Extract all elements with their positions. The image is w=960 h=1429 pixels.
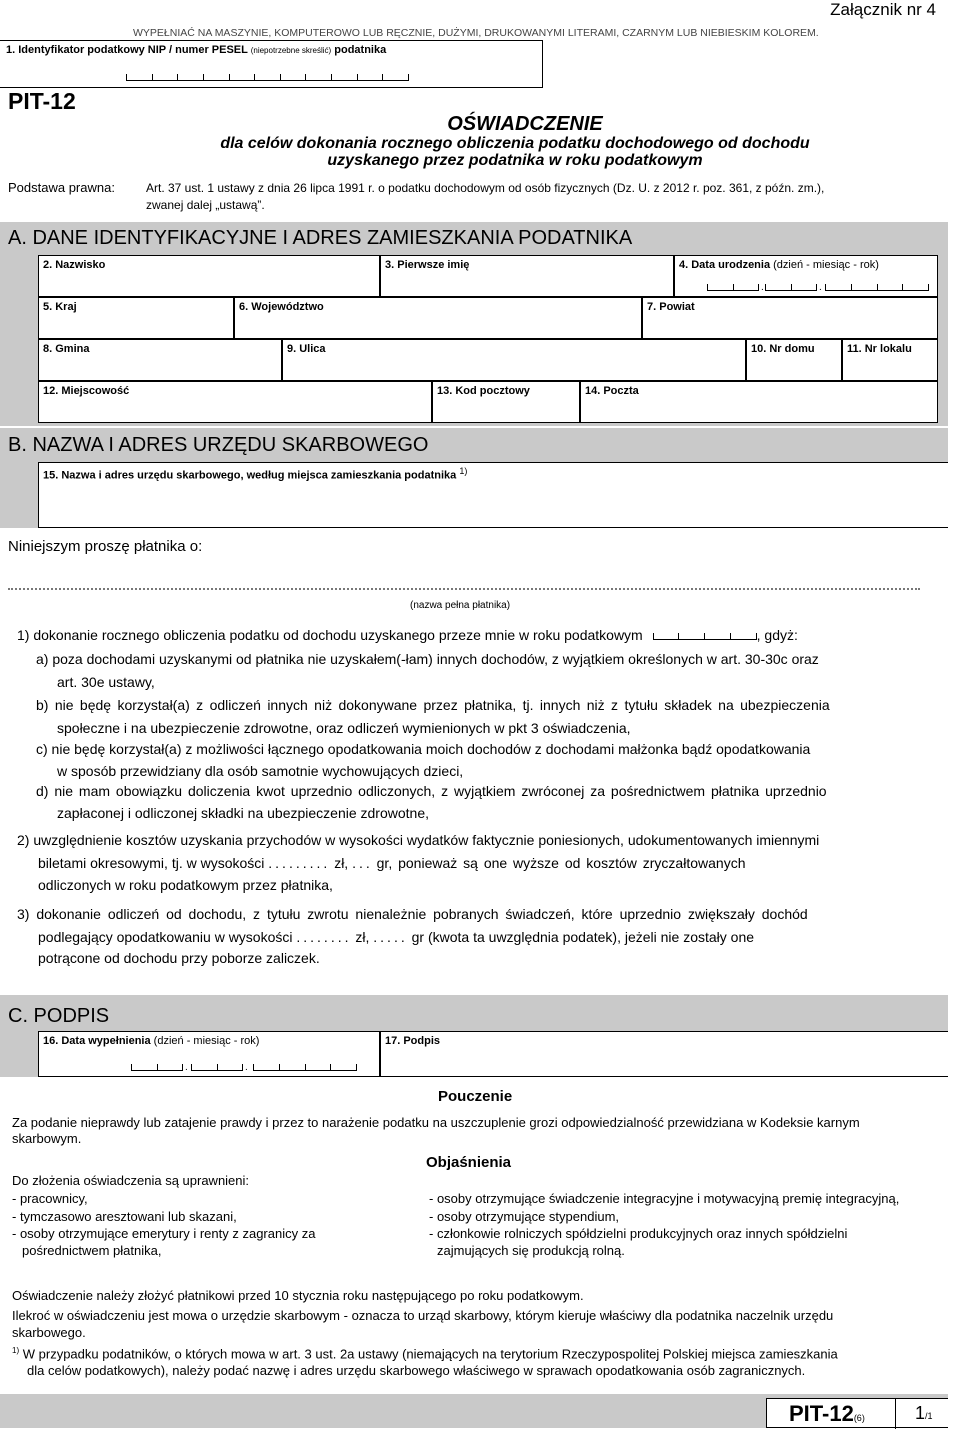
fill-instruction: WYPEŁNIAĆ NA MASZYNIE, KOMPUTEROWO LUB RĘCZNIE, DUŻYMI, DRUKOWANYMI LITERAMI, CZARNYM LUB NIEBIESKIM KOLOREM. [133, 27, 819, 39]
deduction-gr-dots[interactable]: ..... [373, 929, 408, 945]
cost-zl-dots[interactable]: ......... [268, 855, 331, 871]
point-3-line-2: podlegający opodatkowaniu w wysokości ........ zł, ..... gr (kwota ta uwzględnia podatek), jeżeli nie zostały one [38, 929, 755, 945]
explain-left-2: - tymczasowo aresztowani lub skazani, [12, 1209, 237, 1224]
footer-page: 1 [915, 1403, 926, 1423]
doc-subtitle-1: dla celów dokonania rocznego obliczenia podatku dochodowego od dochodu [220, 135, 810, 152]
field-10-house-no[interactable]: 10. Nr domu [746, 339, 842, 381]
attachment-label: Załącznik nr 4 [830, 0, 936, 19]
explain-note-1: Oświadczenie należy złożyć płatnikowi przed 10 stycznia roku następującego po roku podatkowym. [12, 1288, 584, 1303]
point-3-line-1: 3) dokonanie odliczeń od dochodu, z tytułu zwrotu nienależnie pobranych świadczeń, które uprzednio zwiększały dochód [17, 906, 808, 922]
request-intro: Niniejszym proszę płatnika o: [8, 538, 203, 555]
explain-left-3b: pośrednictwem płatnika, [22, 1243, 162, 1258]
field-12-city[interactable]: 12. Miejscowość [38, 381, 432, 423]
footer-code: PIT-12 [789, 1401, 854, 1426]
field-17-signature[interactable]: 17. Podpis [380, 1031, 948, 1077]
footer-version: (6) [853, 1413, 865, 1423]
notice-title: Pouczenie [438, 1088, 513, 1105]
footer-pages: /1 [925, 1411, 933, 1421]
payer-name-caption: (nazwa pełna płatnika) [410, 600, 511, 611]
explain-left-1: - pracownicy, [12, 1191, 88, 1206]
point-2-line-2: biletami okresowymi, tj. w wysokości ......... zł, ... gr, ponieważ są one wyższe od kosztów zryczałtowanych [38, 855, 746, 871]
notice-text-1: Za podanie nieprawdy lub zatajenie prawdy i przez to narażenie podatku na uszczuplenie grozi odpowiedzialność przewidziana w Kodeksie karnym [12, 1115, 860, 1130]
notice-text-2: skarbowym. [12, 1131, 82, 1146]
explain-right-3b: zajmujących się produkcją rolną. [437, 1243, 625, 1258]
explain-note-2a: Ilekroć w oświadczeniu jest mowa o urzędzie skarbowym - oznacza to urząd skarbowy, którym kieruje właściwy dla podatnika naczelnik urzędu [12, 1308, 834, 1323]
field-8-commune[interactable]: 8. Gmina [38, 339, 282, 381]
field-6-voivodeship[interactable]: 6. Województwo [234, 297, 642, 339]
legal-basis-text-2: zwanej dalej „ustawą”. [146, 198, 265, 212]
field-5-country[interactable]: 5. Kraj [38, 297, 234, 339]
doc-subtitle-2: uzyskanego przez podatnika w roku podatkowym [327, 152, 703, 169]
point-1: 1) dokonanie rocznego obliczenia podatku od dochodu uzyskanego przeze mnie w roku podatkowym , gdyż: [17, 627, 798, 643]
point-1c-line-2: w sposób przewidziany dla osób samotnie wychowujących dzieci, [57, 763, 464, 779]
footer-code-box [766, 1398, 948, 1428]
point-2-line-1: 2) uwzględnienie kosztów uzyskania przychodów w wysokości wydatków faktycznie poniesionych, udokumentowanych imiennymi [17, 832, 820, 848]
point-1d-line-1: d) nie mam obowiązku doliczenia kwot uprzednio odliczonych, z wyjątkiem zwróconej za pośrednictwem płatnika uprzednio [36, 783, 827, 799]
legal-basis-text-1: Art. 37 ust. 1 ustawy z dnia 26 lipca 1991 r. o podatku dochodowym od osób fizycznych (Dz. U. z 2012 r. poz. 361, z późn. zm.), [146, 181, 825, 195]
section-b-title: B. NAZWA I ADRES URZĘDU SKARBOWEGO [8, 434, 429, 456]
legal-basis-label: Podstawa prawna: [8, 180, 115, 195]
explain-right-1: - osoby otrzymujące świadczenie integracyjne i motywacyjną premię integracyjną, [429, 1191, 900, 1206]
field-9-street[interactable]: 9. Ulica [282, 339, 746, 381]
cost-gr-dots[interactable]: ... [352, 855, 373, 871]
field-15-tax-office[interactable]: 15. Nazwa i adres urzędu skarbowego, według miejsca zamieszkania podatnika $^{1)}$ [38, 462, 948, 528]
point-2-line-3: odliczonych w roku podatkowym przez płatnika, [38, 877, 333, 893]
form-code: PIT-12 [8, 88, 76, 114]
field-4-birth-date[interactable]: 4. Data urodzenia (dzień - miesiąc - rok) . . [674, 255, 938, 297]
field-1-identifier[interactable]: 1. Identyfikator podatkowy NIP / numer PESEL (niepotrzebne skreślić) podatnika [0, 40, 543, 88]
explain-right-3a: - członkowie rolniczych spółdzielni produkcyjnych oraz innych spółdzielni [429, 1226, 848, 1241]
section-c-title: C. PODPIS [8, 1005, 110, 1027]
point-1a-line-2: art. 30e ustawy, [57, 674, 155, 690]
field-14-post-office[interactable]: 14. Poczta [580, 381, 938, 423]
point-1d-line-2: zapłaconej i odliczonej składki na ubezpieczenie zdrowotne, [57, 805, 430, 821]
point-1b-line-1: b) nie będę korzystał(a) z odliczeń innych niż dokonywane przez płatnika, tj. innych niż z tytułu składek na ubezpieczenia [36, 697, 830, 713]
footnote-1: $^{1)}$ W przypadku podatników, o których mowa w art. 3 ust. 2a ustawy (niemających na terytorium Rzeczypospolitej Polskiej miejsca zamieszkania [12, 1346, 838, 1362]
point-3-line-3: potrącone od dochodu przy poborze zaliczek. [38, 950, 320, 966]
deduction-zl-dots[interactable]: ........ [296, 929, 352, 945]
point-1c-line-1: c) nie będę korzystał(a) z możliwości łącznego opodatkowania moich dochodów z dochodami małżonka bądź opodatkowania [36, 741, 811, 757]
field-2-surname[interactable]: 2. Nazwisko [38, 255, 380, 297]
section-c [0, 995, 948, 1077]
section-b [0, 428, 948, 528]
field-16-fill-date[interactable]: 16. Data wypełnienia (dzień - miesiąc - rok) . . [38, 1031, 380, 1077]
explain-note-2b: skarbowego. [12, 1325, 86, 1340]
field-11-flat-no[interactable]: 11. Nr lokalu [842, 339, 938, 381]
explain-intro: Do złożenia oświadczenia są uprawnieni: [12, 1173, 250, 1188]
doc-title: OŚWIADCZENIE [447, 113, 603, 135]
field-3-first-name[interactable]: 3. Pierwsze imię [380, 255, 674, 297]
footnote-2: dla celów podatkowych), należy podać nazwę i adres urzędu skarbowego właściwego w sprawach opodatkowania osób zagranicznych. [27, 1363, 806, 1378]
nip-pesel-comb [126, 74, 409, 81]
point-1b-line-2: społeczne i na ubezpieczenie zdrowotne, oraz odliczeń wymienionych w pkt 3 oświadczenia, [57, 720, 631, 736]
explain-left-3a: - osoby otrzymujące emerytury i renty z zagranicy za [12, 1226, 316, 1241]
tax-year-comb[interactable] [653, 633, 757, 640]
section-a-title: A. DANE IDENTYFIKACYJNE I ADRES ZAMIESZKANIA PODATNIKA [8, 227, 633, 249]
field-7-county[interactable]: 7. Powiat [642, 297, 938, 339]
point-1a-line-1: a) poza dochodami uzyskanymi od płatnika nie uzyskałem(-łam) innych dochodów, z wyjątkiem określonych w art. 30-30c oraz [36, 651, 819, 667]
explain-title: Objaśnienia [426, 1154, 512, 1171]
field-13-postal-code[interactable]: 13. Kod pocztowy [432, 381, 580, 423]
explain-right-2: - osoby otrzymujące stypendium, [429, 1209, 620, 1224]
section-a [0, 222, 948, 426]
payer-name-line[interactable] [8, 582, 920, 590]
